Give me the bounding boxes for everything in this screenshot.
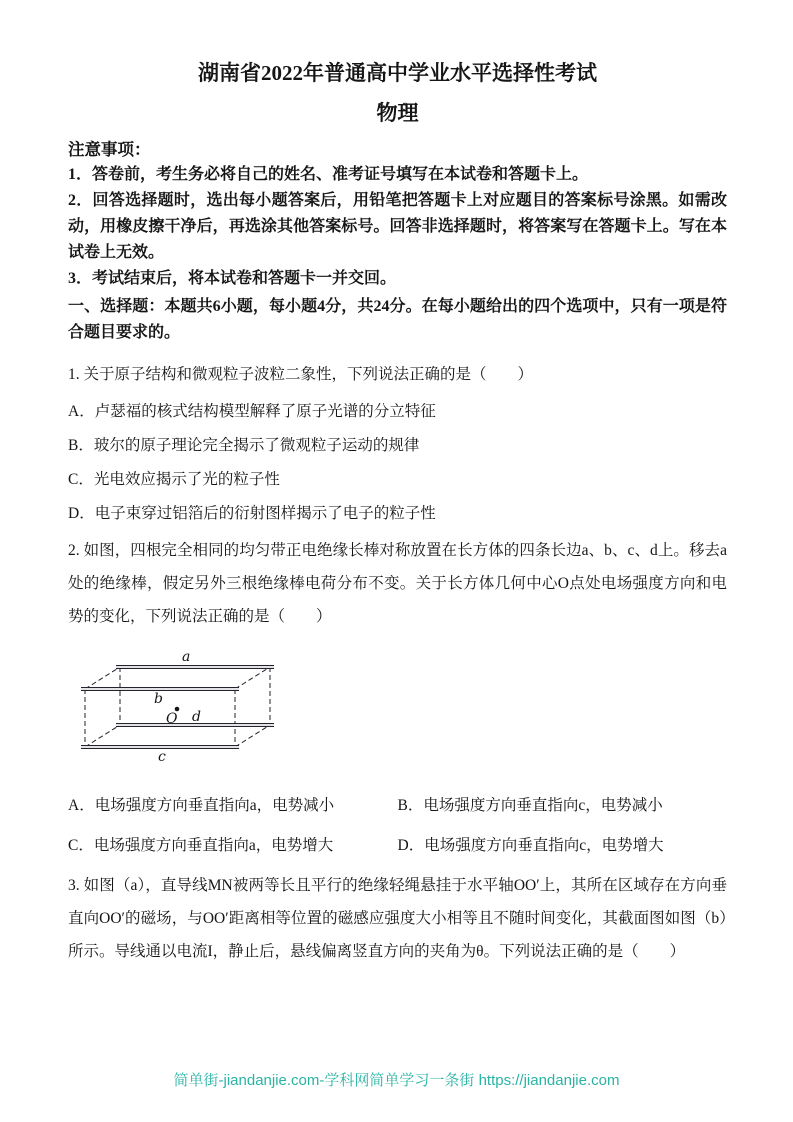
figure-label-o: O <box>166 711 178 727</box>
question-2-option-c: C．电场强度方向垂直指向a，电势增大 <box>68 837 334 854</box>
notice-item-3: 3．考试结束后，将本试卷和答题卡一并交回。 <box>68 270 397 287</box>
exam-subject: 物理 <box>376 101 419 125</box>
question-1-option-b: B．玻尔的原子理论完全揭示了微观粒子运动的规律 <box>68 437 420 454</box>
notice-item-2: 2．回答选择题时，选出每小题答案后，用铅笔把答题卡上对应题目的答案标号涂黑。如需改动，用橡皮擦干净后，再选涂其他答案标号。回答非选择题时，将答案写在答题卡上。写在本试卷上无效。 <box>68 192 727 261</box>
question-1-option-c: C．光电效应揭示了光的粒子性 <box>68 471 280 488</box>
question-2-option-d: D．电场强度方向垂直指向c，电势增大 <box>397 837 664 854</box>
question-1-option-a: A．卢瑟福的核式结构模型解释了原子光谱的分立特征 <box>68 403 436 420</box>
notice-section <box>68 138 727 292</box>
question-3-stem: 3. 如图（a），直导线MN被两等长且平行的绝缘轻绳悬挂于水平轴OO′上，其所在区域存在方向垂直向OO′的磁场，与OO′距离相等位置的磁感应强度大小相等且不随时间变化，其截面图如图（b）所示。导线通以电流I，静止后，悬线偏离竖直方向的夹角为θ。下列说法正确的是（ ） <box>68 877 727 960</box>
notice-heading: 注意事项： <box>68 140 151 159</box>
exam-title: 湖南省2022年普通高中学业水平选择性考试 <box>198 61 597 85</box>
question-1-option-d: D．电子束穿过铝箔后的衍射图样揭示了电子的粒子性 <box>68 505 436 522</box>
footer-watermark: 简单街-jiandanjie.com-学科网简单学习一条街 https://jiandanjie.com <box>173 1072 620 1089</box>
question-1-stem: 1. 关于原子结构和微观粒子波粒二象性，下列说法正确的是（ ） <box>68 366 534 383</box>
figure-label-d: d <box>192 709 201 725</box>
section-one-heading: 一、选择题：本题共6小题，每小题4分，共24分。在每小题给出的四个选项中，只有一项是符合题目要求的。 <box>68 298 727 341</box>
figure-label-a: a <box>182 649 191 665</box>
question-2-stem: 2. 如图，四根完全相同的均匀带正电绝缘长棒对称放置在长方体的四条长边a、b、c、d上。移去a处的绝缘棒，假定另外三根绝缘棒电荷分布不变。关于长方体几何中心O点处电场强度方向和电势的变化，下列说法正确的是（ ） <box>68 542 727 625</box>
question-2-options <box>68 793 727 859</box>
question-2-figure <box>80 645 295 773</box>
figure-label-b: b <box>154 691 163 707</box>
figure-label-c: c <box>158 749 166 765</box>
notice-item-1: 1．答卷前，考生务必将自己的姓名、准考证号填写在本试卷和答题卡上。 <box>68 166 589 183</box>
question-2-option-b: B．电场强度方向垂直指向c，电势减小 <box>397 797 663 814</box>
question-2-option-a: A．电场强度方向垂直指向a，电势减小 <box>68 797 335 814</box>
